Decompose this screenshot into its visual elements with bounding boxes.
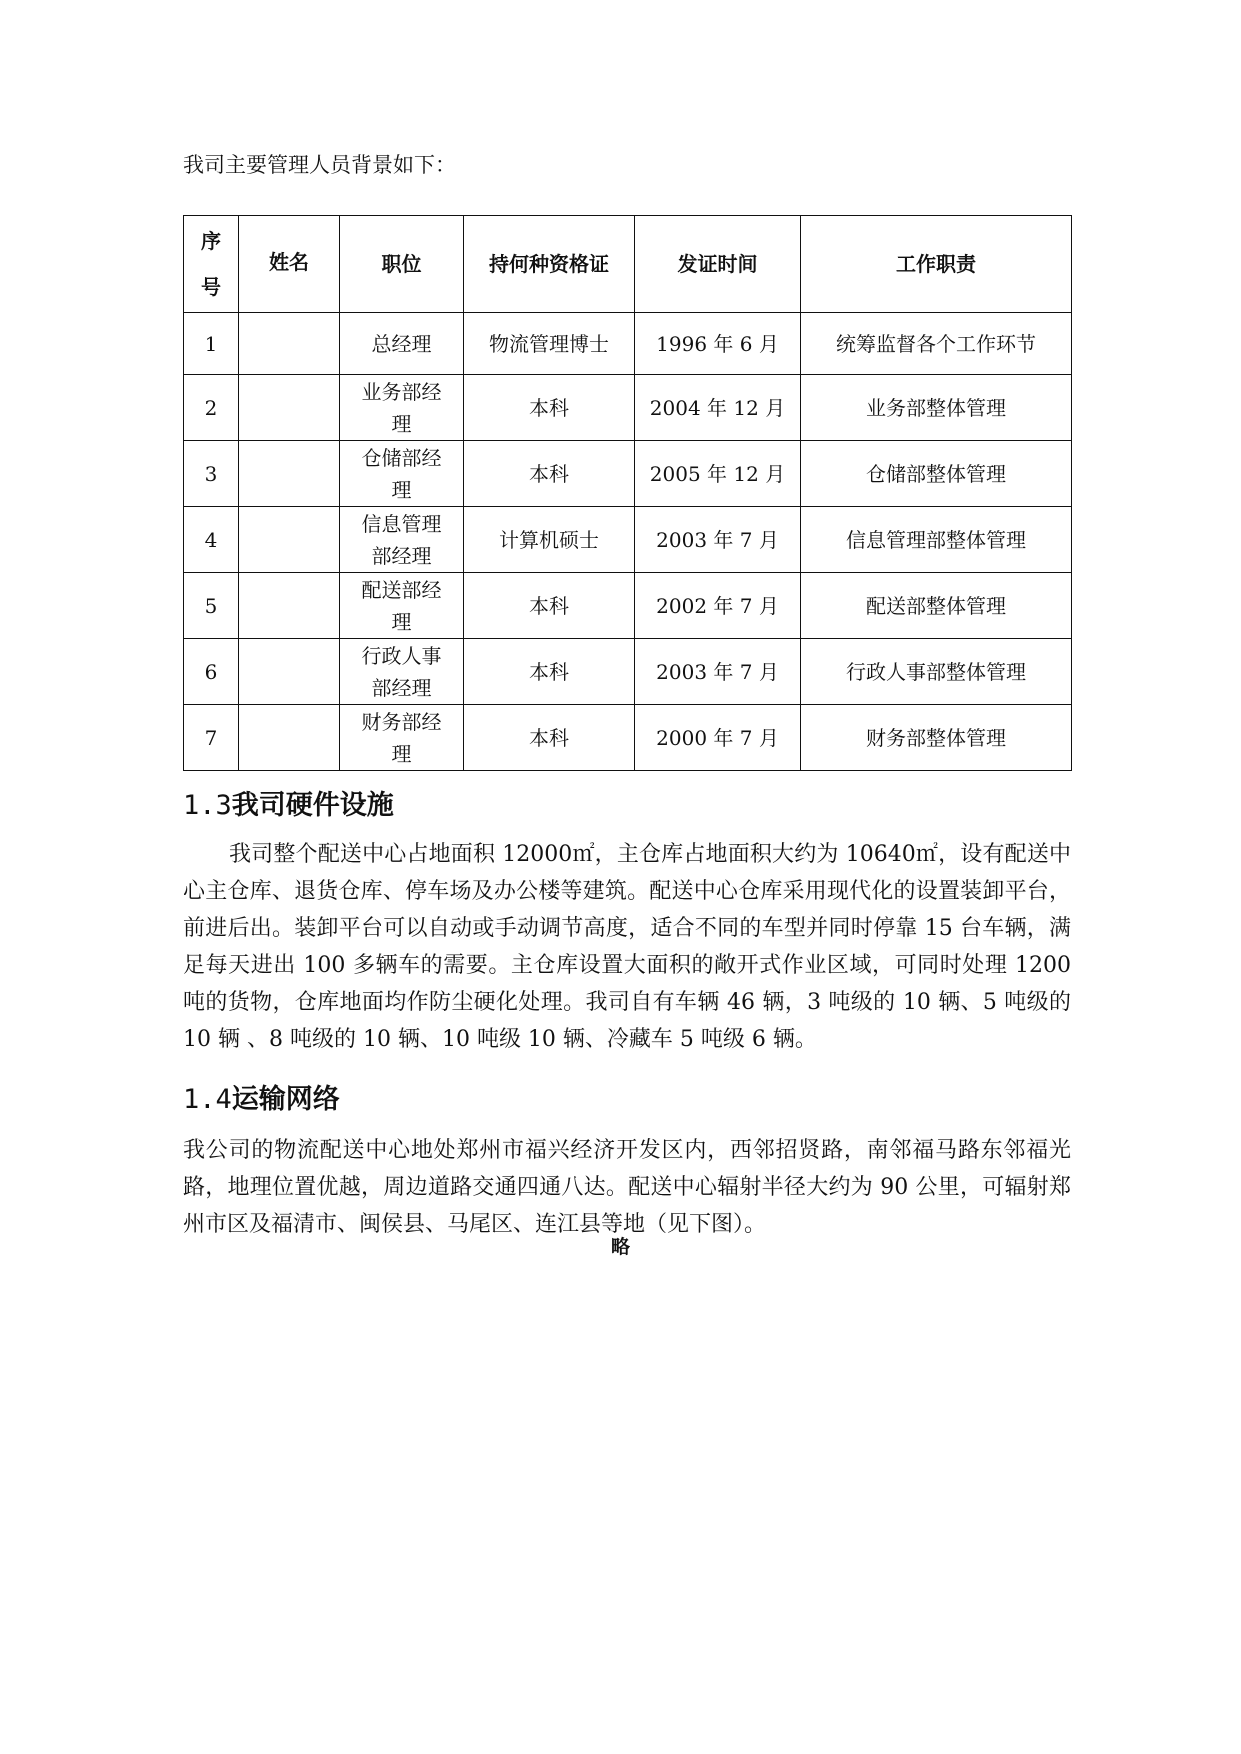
cell-certificate: 计算机硕士 [464, 507, 635, 573]
cell-position-line2: 部经理 [371, 675, 432, 700]
section-number: 1.4 [183, 1084, 232, 1115]
cell-name [239, 573, 340, 639]
cell-issue-date: 2005 年 12 月 [635, 441, 801, 507]
cell-duty: 行政人事部整体管理 [801, 639, 1072, 705]
cell-name [239, 375, 340, 441]
table-row [184, 441, 1072, 507]
cell-duty: 配送部整体管理 [801, 573, 1072, 639]
cell-seq: 6 [184, 639, 239, 705]
cell-issue-date: 2000 年 7 月 [635, 705, 801, 771]
table-row [184, 639, 1072, 705]
cell-position-line1: 信息管理 [361, 511, 442, 536]
section-heading-1-4 [183, 1081, 340, 1119]
cell-position [340, 313, 464, 375]
table-row [184, 705, 1072, 771]
cell-seq: 2 [184, 375, 239, 441]
section-1-3-body: 我司整个配送中心占地面积 12000㎡，主仓库占地面积大约为 10640㎡，设有配送中心主仓库、退货仓库、停车场及办公楼等建筑。配送中心仓库采用现代化的设置装卸平台，前进后出。装卸平台可以自动或手动调节高度，适合不同的车型并同时停靠 15 台车辆，满足每天进出 100 多辆车的需要。主仓库设置大面积的敞开式作业区域，可同时处理 1200 吨的货物，仓库地面均作防尘硬化处理。我司自有车辆 46 辆，3 吨级的 10 辆、5 吨级的 10 辆 、8 吨级的 10 辆、10 吨级 10 辆、冷藏车 5 吨级 6 辆。 [183, 842, 1071, 1052]
cell-position [340, 639, 464, 705]
cell-seq: 1 [184, 313, 239, 375]
cell-position [340, 375, 464, 441]
header-name: 姓名 [239, 216, 340, 313]
header-seq-bottom: 号 [201, 275, 221, 299]
cell-seq: 5 [184, 573, 239, 639]
table-row [184, 313, 1072, 375]
header-issue-date: 发证时间 [635, 216, 801, 313]
cell-issue-date: 2002 年 7 月 [635, 573, 801, 639]
header-seq-top: 序 [201, 229, 221, 253]
cell-issue-date: 2003 年 7 月 [635, 507, 801, 573]
header-seq [184, 216, 239, 313]
cell-name [239, 441, 340, 507]
cell-position [340, 705, 464, 771]
cell-position-line2: 部经理 [371, 543, 432, 568]
header-certificate: 持何种资格证 [464, 216, 635, 313]
header-position: 职位 [340, 216, 464, 313]
section-title: 运输网络 [231, 1084, 340, 1115]
cell-issue-date: 1996 年 6 月 [635, 313, 801, 375]
cell-position-line1: 财务部经 [361, 709, 442, 734]
cell-seq: 7 [184, 705, 239, 771]
cell-position-line2: 理 [391, 477, 412, 502]
intro-text: 我司主要管理人员背景如下： [183, 153, 456, 177]
cell-position [340, 507, 464, 573]
cell-certificate: 物流管理博士 [464, 313, 635, 375]
cell-position-line1: 总经理 [371, 331, 432, 356]
section-heading-1-3 [183, 787, 394, 825]
cell-position-line1: 配送部经 [361, 577, 442, 602]
table-row [184, 375, 1072, 441]
cell-position-line1: 仓储部经 [361, 445, 442, 470]
cell-seq: 4 [184, 507, 239, 573]
cell-certificate: 本科 [464, 705, 635, 771]
cell-certificate: 本科 [464, 573, 635, 639]
section-number: 1.3 [183, 790, 232, 821]
cell-issue-date: 2004 年 12 月 [635, 375, 801, 441]
cell-certificate: 本科 [464, 639, 635, 705]
cell-position-line1: 业务部经 [361, 379, 442, 404]
cell-name [239, 705, 340, 771]
cell-issue-date: 2003 年 7 月 [635, 639, 801, 705]
cell-certificate: 本科 [464, 441, 635, 507]
cell-seq: 3 [184, 441, 239, 507]
table-header-row [184, 216, 1072, 313]
cell-position-line2: 理 [391, 609, 412, 634]
cell-position-line1: 行政人事 [361, 643, 442, 668]
section-title: 我司硬件设施 [231, 790, 394, 821]
cell-duty: 业务部整体管理 [801, 375, 1072, 441]
cell-duty: 财务部整体管理 [801, 705, 1072, 771]
cell-duty: 仓储部整体管理 [801, 441, 1072, 507]
section-1-4-body: 我公司的物流配送中心地处郑州市福兴经济开发区内，西邻招贤路，南邻福马路东邻福光路，地理位置优越，周边道路交通四通八达。配送中心辐射半径大约为 90 公里，可辐射郑州市区及福清市、闽侯县、马尾区、连江县等地（见下图）。 [183, 1138, 1071, 1237]
cell-position [340, 441, 464, 507]
omitted-figure-label: 略 [610, 1236, 630, 1258]
cell-duty: 信息管理部整体管理 [801, 507, 1072, 573]
cell-name [239, 507, 340, 573]
cell-name [239, 639, 340, 705]
table-row [184, 507, 1072, 573]
header-duty: 工作职责 [801, 216, 1072, 313]
cell-position-line2: 理 [391, 411, 412, 436]
table-row [184, 573, 1072, 639]
management-table [183, 215, 1072, 771]
cell-duty: 统筹监督各个工作环节 [801, 313, 1072, 375]
cell-name [239, 313, 340, 375]
cell-position-line2: 理 [391, 741, 412, 766]
cell-position [340, 573, 464, 639]
cell-certificate: 本科 [464, 375, 635, 441]
